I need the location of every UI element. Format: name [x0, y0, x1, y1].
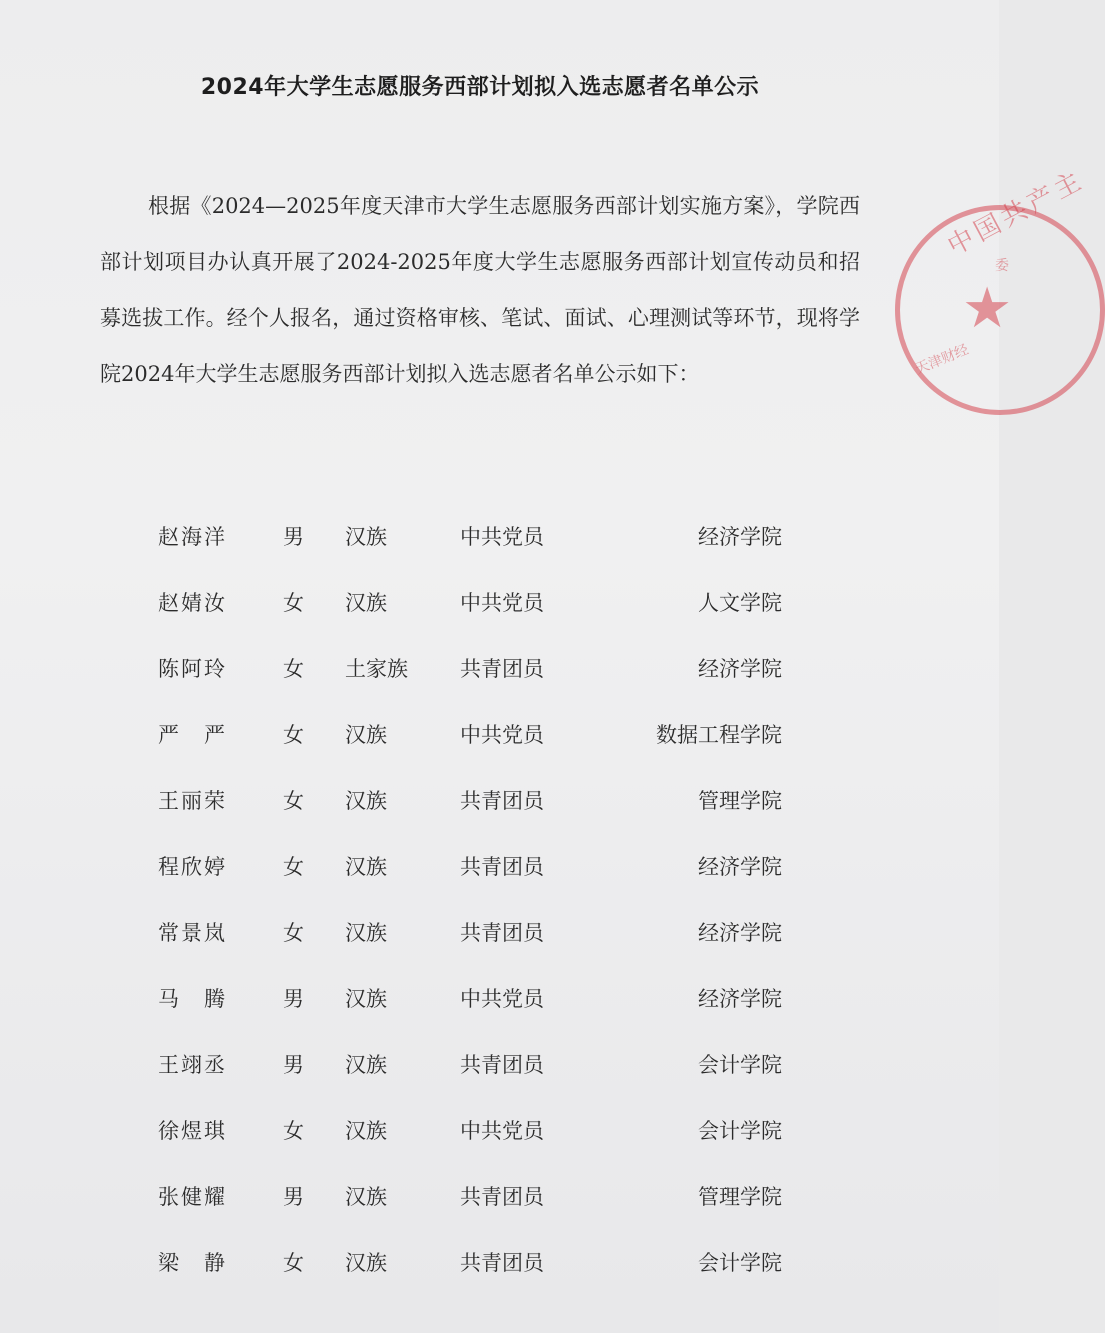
document-title: 2024年大学生志愿服务西部计划拟入选志愿者名单公示 [200, 75, 760, 100]
volunteer-political-status: 共青团员 [460, 855, 544, 879]
volunteer-ethnicity: 汉族 [345, 1053, 387, 1077]
volunteer-ethnicity: 汉族 [345, 1251, 387, 1275]
volunteer-political-status: 共青团员 [460, 1053, 544, 1077]
volunteer-name: 张健耀 [158, 1185, 227, 1209]
volunteer-name: 梁 静 [158, 1251, 227, 1275]
volunteer-gender: 男 [283, 1053, 304, 1077]
list-item [150, 901, 830, 967]
volunteer-college: 经济学院 [698, 657, 782, 681]
volunteer-name: 常景岚 [158, 921, 227, 945]
volunteer-political-status: 共青团员 [460, 789, 544, 813]
volunteer-political-status: 中共党员 [460, 723, 544, 747]
volunteer-political-status: 共青团员 [460, 921, 544, 945]
list-item [150, 1165, 830, 1231]
volunteer-political-status: 中共党员 [460, 987, 544, 1011]
volunteer-political-status: 中共党员 [460, 591, 544, 615]
volunteer-name: 马 腾 [158, 987, 227, 1011]
volunteer-ethnicity: 土家族 [345, 657, 408, 681]
volunteer-gender: 女 [283, 591, 304, 615]
seal-sub-text: 天津财经 [913, 341, 972, 378]
list-item [150, 967, 830, 1033]
list-item [150, 571, 830, 637]
volunteer-college: 经济学院 [698, 921, 782, 945]
list-item [150, 1231, 830, 1297]
seal-text: 中国共产主 [942, 164, 1090, 262]
volunteer-gender: 男 [283, 987, 304, 1011]
volunteer-name: 赵海洋 [158, 525, 227, 549]
volunteer-political-status: 共青团员 [460, 1185, 544, 1209]
volunteer-college: 管理学院 [698, 789, 782, 813]
volunteer-ethnicity: 汉族 [345, 987, 387, 1011]
list-item [150, 769, 830, 835]
list-item [150, 1099, 830, 1165]
list-item [150, 703, 830, 769]
volunteer-college: 会计学院 [698, 1053, 782, 1077]
volunteer-name: 徐煜琪 [158, 1119, 227, 1143]
volunteer-gender: 女 [283, 921, 304, 945]
volunteer-ethnicity: 汉族 [345, 723, 387, 747]
volunteer-list [150, 505, 830, 1297]
list-item [150, 835, 830, 901]
list-item [150, 637, 830, 703]
volunteer-name: 王丽荣 [158, 789, 227, 813]
volunteer-name: 程欣婷 [158, 855, 227, 879]
volunteer-political-status: 中共党员 [460, 1119, 544, 1143]
volunteer-gender: 女 [283, 657, 304, 681]
volunteer-name: 赵婧汝 [158, 591, 227, 615]
volunteer-ethnicity: 汉族 [345, 525, 387, 549]
volunteer-college: 管理学院 [698, 1185, 782, 1209]
volunteer-ethnicity: 汉族 [345, 1119, 387, 1143]
volunteer-college: 会计学院 [698, 1119, 782, 1143]
volunteer-college: 经济学院 [698, 855, 782, 879]
official-seal [895, 164, 1105, 415]
volunteer-gender: 女 [283, 723, 304, 747]
volunteer-name: 严 严 [158, 723, 227, 747]
list-item [150, 1033, 830, 1099]
volunteer-ethnicity: 汉族 [345, 789, 387, 813]
volunteer-college: 人文学院 [698, 591, 782, 615]
intro-paragraph: 根据《2024—2025年度天津市大学生志愿服务西部计划实施方案》，学院西部计划项目办认真开展了2024-2025年度大学生志愿服务西部计划宣传动员和招募选拔工作。经个人报名，通过资格审核、笔试、面试、心理测试等环节，现将学院2024年大学生志愿服务西部计划拟入选志愿者名单公示如下： [100, 194, 860, 386]
seal-inner-text: 委 [995, 258, 1009, 274]
volunteer-ethnicity: 汉族 [345, 1185, 387, 1209]
volunteer-political-status: 共青团员 [460, 1251, 544, 1275]
volunteer-political-status: 共青团员 [460, 657, 544, 681]
seal-star-icon: ★ [962, 276, 1013, 341]
volunteer-gender: 女 [283, 1251, 304, 1275]
volunteer-college: 经济学院 [698, 525, 782, 549]
volunteer-name: 陈阿玲 [158, 657, 227, 681]
volunteer-college: 经济学院 [698, 987, 782, 1011]
volunteer-college: 会计学院 [698, 1251, 782, 1275]
volunteer-gender: 女 [283, 789, 304, 813]
volunteer-political-status: 中共党员 [460, 525, 544, 549]
volunteer-gender: 男 [283, 525, 304, 549]
volunteer-gender: 男 [283, 1185, 304, 1209]
volunteer-name: 王翊丞 [158, 1053, 227, 1077]
list-item [150, 505, 830, 571]
volunteer-gender: 女 [283, 1119, 304, 1143]
volunteer-ethnicity: 汉族 [345, 855, 387, 879]
volunteer-gender: 女 [283, 855, 304, 879]
volunteer-ethnicity: 汉族 [345, 921, 387, 945]
volunteer-college: 数据工程学院 [656, 723, 782, 747]
volunteer-ethnicity: 汉族 [345, 591, 387, 615]
